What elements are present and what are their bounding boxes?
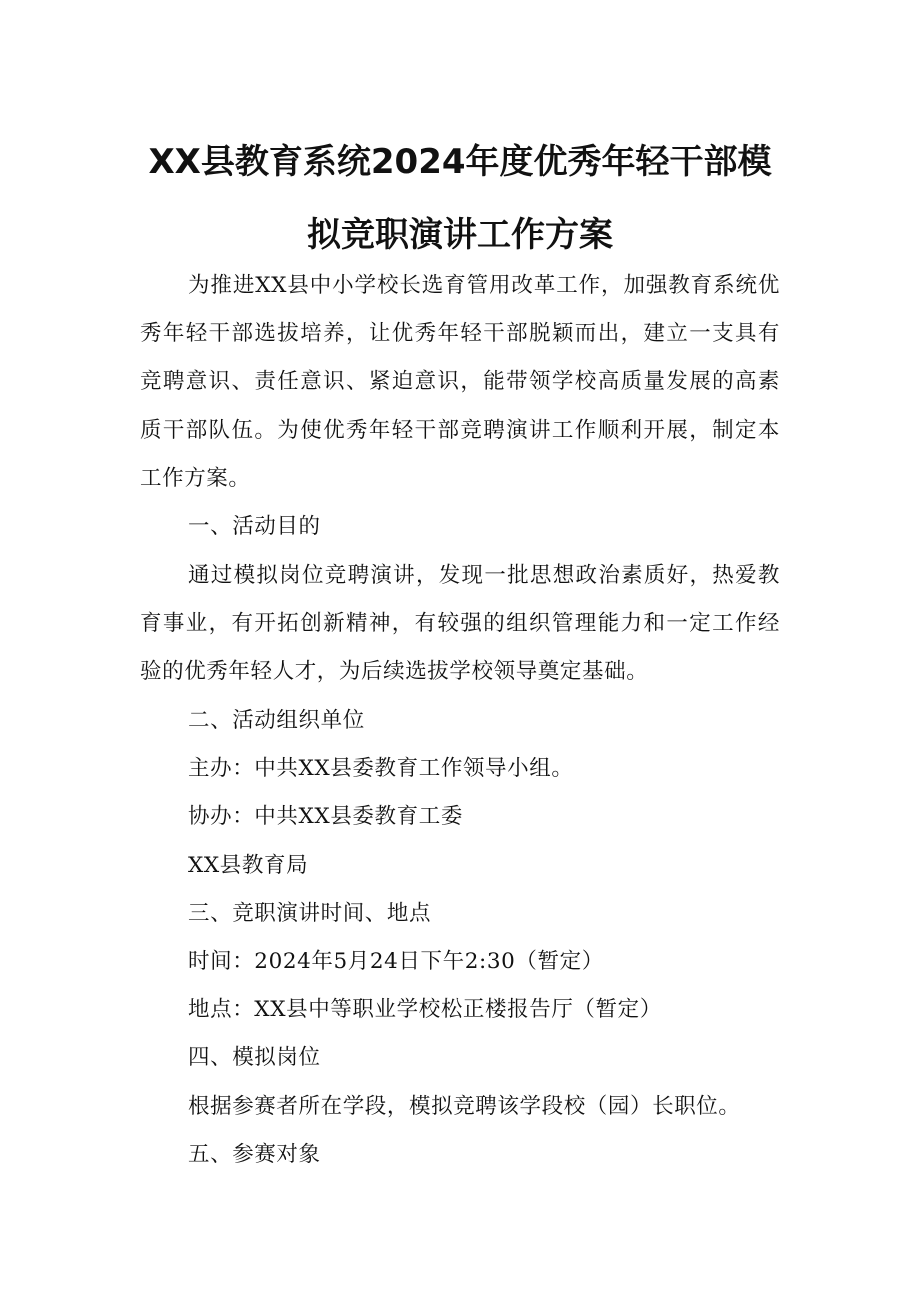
section-5-heading: 五、参赛对象 bbox=[188, 1142, 321, 1167]
document-title-line-1: XX县教育系统2024年度优秀年轻干部模 bbox=[148, 142, 772, 182]
document-title-line-2: 拟竞职演讲工作方案 bbox=[307, 215, 613, 255]
section-3-heading: 三、竞职演讲时间、地点 bbox=[188, 901, 432, 926]
intro-paragraph: 为推进XX县中小学校长选育管用改革工作，加强教育系统优秀年轻干部选拔培养，让优秀年轻干部脱颖而出，建立一支具有竞聘意识、责任意识、紧迫意识，能带领学校高质量发展的高素质干部队伍。为使优秀年轻干部竞聘演讲工作顺利开展，制定本工作方案。 bbox=[140, 273, 780, 491]
section-4-heading: 四、模拟岗位 bbox=[188, 1045, 321, 1070]
section-4-body: 根据参赛者所在学段，模拟竞聘该学段校（园）长职位。 bbox=[188, 1094, 741, 1119]
section-3-place: 地点：XX县中等职业学校松正楼报告厅（暂定） bbox=[188, 997, 662, 1022]
section-2-co-organizer-2: XX县教育局 bbox=[188, 853, 309, 878]
section-2-host: 主办：中共XX县委教育工作领导小组。 bbox=[188, 756, 574, 781]
section-1-heading: 一、活动目的 bbox=[188, 514, 321, 539]
section-3-time: 时间：2024年5月24日下午2:30（暂定） bbox=[188, 949, 604, 974]
section-2-heading: 二、活动组织单位 bbox=[188, 708, 365, 733]
section-2-co-organizer: 协办：中共XX县委教育工委 bbox=[188, 804, 463, 829]
section-1-body: 通过模拟岗位竞聘演讲，发现一批思想政治素质好，热爱教育事业，有开拓创新精神，有较强的组织管理能力和一定工作经验的优秀年轻人才，为后续选拔学校领导奠定基础。 bbox=[140, 563, 780, 685]
